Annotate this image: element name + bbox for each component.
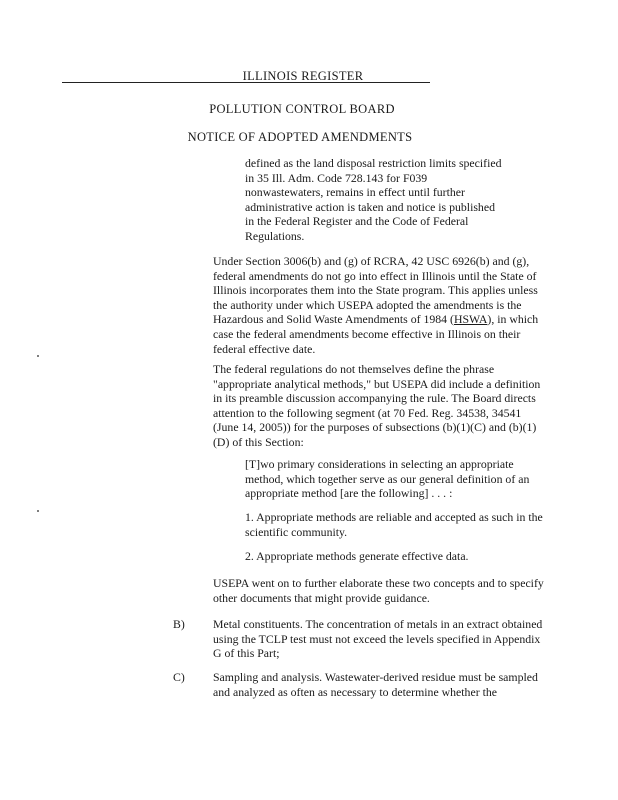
quote-item-1: 1. Appropriate methods are reliable and accepted as such in the scientific community.: [245, 510, 543, 539]
quote-item-2: 2. Appropriate methods generate effective data.: [245, 549, 469, 563]
methods-paragraph: The federal regulations do not themselves define the phrase "appropriate analytical methods," but USEPA did include a definition in its preamble discussion accompanying the rule. The Board directs attention to the following segment (at 70 Fed. Reg. 34538, 34541 (June 14, 2005)) for the purposes of subsections (b)(1)(C) and (b)(1)(D) of this Section:: [213, 362, 541, 449]
rcra-text-a: Under Section 3006(b) and (g) of RCRA, 42 USC 6926(b) and (g), federal amendments do not go into effect in Illinois until the State of Illinois incorporates them into the State program. This applies unless the authority under which USEPA adopted the amendments is the Hazardous and Solid Waste Amendments of 1984 (: [213, 254, 538, 327]
hswa-abbrev: HSWA: [453, 312, 488, 327]
item-c-label: C): [173, 670, 185, 684]
header-rule: [62, 82, 430, 83]
register-title: ILLINOIS REGISTER: [242, 69, 364, 83]
scan-speck: [37, 355, 39, 357]
item-c-text: Sampling and analysis. Wastewater-derived residue must be sampled and analyzed as often as necessary to determine whether the: [213, 670, 538, 699]
rcra-paragraph: [213, 254, 548, 356]
notice-title: NOTICE OF ADOPTED AMENDMENTS: [187, 130, 413, 144]
item-b-text: Metal constituents. The concentration of metals in an extract obtained using the TCLP test must not exceed the levels specified in Appendix G of this Part;: [213, 617, 543, 661]
quote-definition: [T]wo primary considerations in selecting an appropriate method, which together serve as our general definition of an appropriate method [are the following] . . . :: [245, 457, 530, 501]
continuation-paragraph: defined as the land disposal restriction limits specified in 35 Ill. Adm. Code 728.143 for F039 nonwastewaters, remains in effect until further administrative action is taken and notice is published in the Federal Register and the Code of Federal Regulations.: [245, 156, 502, 243]
item-b-label: B): [173, 617, 185, 631]
scan-speck: [37, 510, 39, 512]
guidance-paragraph: USEPA went on to further elaborate these two concepts and to specify other documents that might provide guidance.: [213, 576, 544, 605]
board-title: POLLUTION CONTROL BOARD: [209, 102, 395, 116]
rcra-text-b: ), in which case the federal amendments become effective in Illinois on their federal effective date.: [213, 312, 539, 356]
